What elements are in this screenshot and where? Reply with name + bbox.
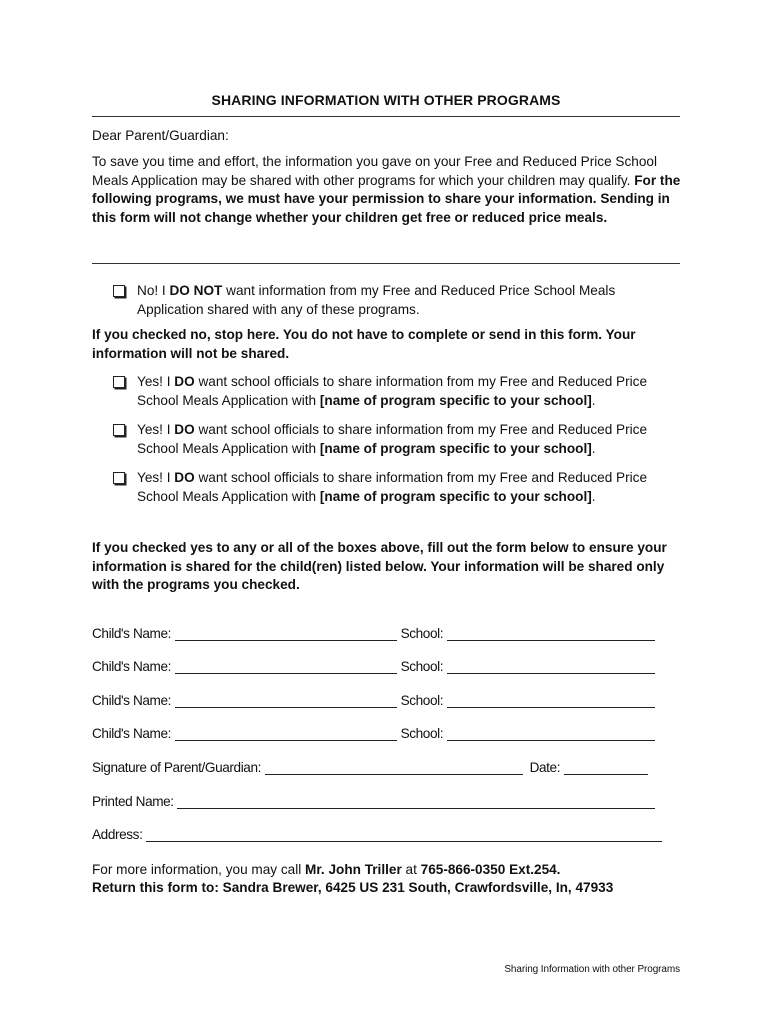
option-yes-end: . — [591, 440, 596, 456]
child-row-2 — [92, 659, 655, 677]
intro-paragraph — [92, 153, 682, 227]
address-label: Address: — [92, 827, 143, 842]
school-input[interactable] — [447, 726, 655, 741]
child-name-input[interactable] — [175, 726, 397, 741]
option-yes-line2-start: School Meals Application with — [137, 392, 320, 408]
option-yes-prefix: Yes! I — [137, 374, 175, 389]
option-yes-prefix: Yes! I — [137, 470, 175, 485]
title-divider — [92, 116, 680, 117]
option-no-rest: want information from my Free and Reduced Price School Meals — [222, 283, 616, 298]
option-yes-program: [name of program specific to your school] — [319, 488, 592, 504]
option-yes-line2-start: School Meals Application with — [137, 488, 320, 504]
option-yes-rest: want school officials to share information from my Free and Reduced Price — [194, 422, 648, 437]
printed-name-row — [92, 794, 655, 812]
option-yes-1 — [113, 373, 693, 410]
school-input[interactable] — [447, 659, 655, 674]
option-no — [113, 282, 693, 319]
child-row-3 — [92, 693, 655, 711]
return-line: Return this form to: Sandra Brewer, 6425 US 231 South, Crawfordsville, In, 47933 — [92, 880, 614, 895]
date-input[interactable] — [564, 760, 648, 775]
intro-bold: For the following programs, we must have your permission to share your information. Sending in this form will not change whether your children get free or reduced price meals. — [92, 172, 681, 225]
child-name-input[interactable] — [175, 659, 397, 674]
option-no-prefix: No! I — [137, 283, 170, 298]
greeting: Dear Parent/Guardian: — [92, 128, 229, 143]
address-row — [92, 827, 662, 845]
option-yes-program: [name of program specific to your school] — [319, 440, 592, 456]
child-row-1 — [92, 626, 655, 644]
option-no-checkbox[interactable] — [113, 285, 125, 297]
contact-name: Mr. John Triller — [305, 862, 402, 877]
contact-prefix: For more information, you may call — [92, 862, 306, 877]
school-input[interactable] — [447, 693, 655, 708]
contact-phone: 765-866-0350 Ext.254. — [420, 862, 561, 877]
option-yes-emph: DO — [174, 470, 195, 485]
stop-note: If you checked no, stop here. You do not have to complete or send in this form. Your information will not be shared. — [92, 327, 636, 361]
child-name-label: Child's Name: — [92, 726, 171, 741]
child-name-label: Child's Name: — [92, 626, 171, 641]
option-yes-3 — [113, 469, 693, 506]
option-no-emph: DO NOT — [169, 283, 223, 298]
option-no-line2: Application shared with any of these programs. — [137, 301, 420, 317]
option-yes-rest: want school officials to share information from my Free and Reduced Price — [194, 470, 648, 485]
option-yes-rest: want school officials to share information from my Free and Reduced Price — [194, 374, 648, 389]
school-label: School: — [400, 693, 444, 708]
contact-at: at — [401, 862, 421, 877]
printed-name-input[interactable] — [177, 794, 655, 809]
option-yes-2-checkbox[interactable] — [113, 424, 125, 436]
option-yes-end: . — [591, 392, 596, 408]
option-yes-3-checkbox[interactable] — [113, 472, 125, 484]
option-yes-program: [name of program specific to your school] — [319, 392, 592, 408]
option-yes-line2-start: School Meals Application with — [137, 440, 320, 456]
option-yes-2 — [113, 421, 693, 458]
school-input[interactable] — [447, 626, 655, 641]
date-label: Date: — [529, 760, 561, 775]
option-yes-prefix: Yes! I — [137, 422, 175, 437]
school-label: School: — [400, 726, 444, 741]
option-yes-emph: DO — [174, 422, 195, 437]
page-footer: Sharing Information with other Programs — [504, 964, 680, 975]
child-row-4 — [92, 726, 655, 744]
option-yes-1-checkbox[interactable] — [113, 376, 125, 388]
child-name-input[interactable] — [175, 693, 397, 708]
contact-line — [92, 861, 692, 880]
section-divider — [92, 263, 680, 264]
option-yes-end: . — [591, 488, 596, 504]
school-label: School: — [400, 626, 444, 641]
option-yes-emph: DO — [174, 374, 195, 389]
intro-normal: To save you time and effort, the information you gave on your Free and Reduced Price School Meals Application may be shared with other programs for which your children may qualify. — [92, 154, 657, 188]
signature-label: Signature of Parent/Guardian: — [92, 760, 262, 775]
signature-input[interactable] — [265, 760, 523, 775]
school-label: School: — [400, 659, 444, 674]
child-name-input[interactable] — [175, 626, 397, 641]
child-name-label: Child's Name: — [92, 693, 171, 708]
page-title: SHARING INFORMATION WITH OTHER PROGRAMS — [211, 92, 561, 108]
yes-note: If you checked yes to any or all of the boxes above, fill out the form below to ensure your information is shared for the child(ren) listed below. Your information will be shared only with the programs you checked. — [92, 540, 667, 592]
printed-name-label: Printed Name: — [92, 794, 174, 809]
address-input[interactable] — [146, 827, 662, 842]
child-name-label: Child's Name: — [92, 659, 171, 674]
signature-row — [92, 760, 648, 778]
